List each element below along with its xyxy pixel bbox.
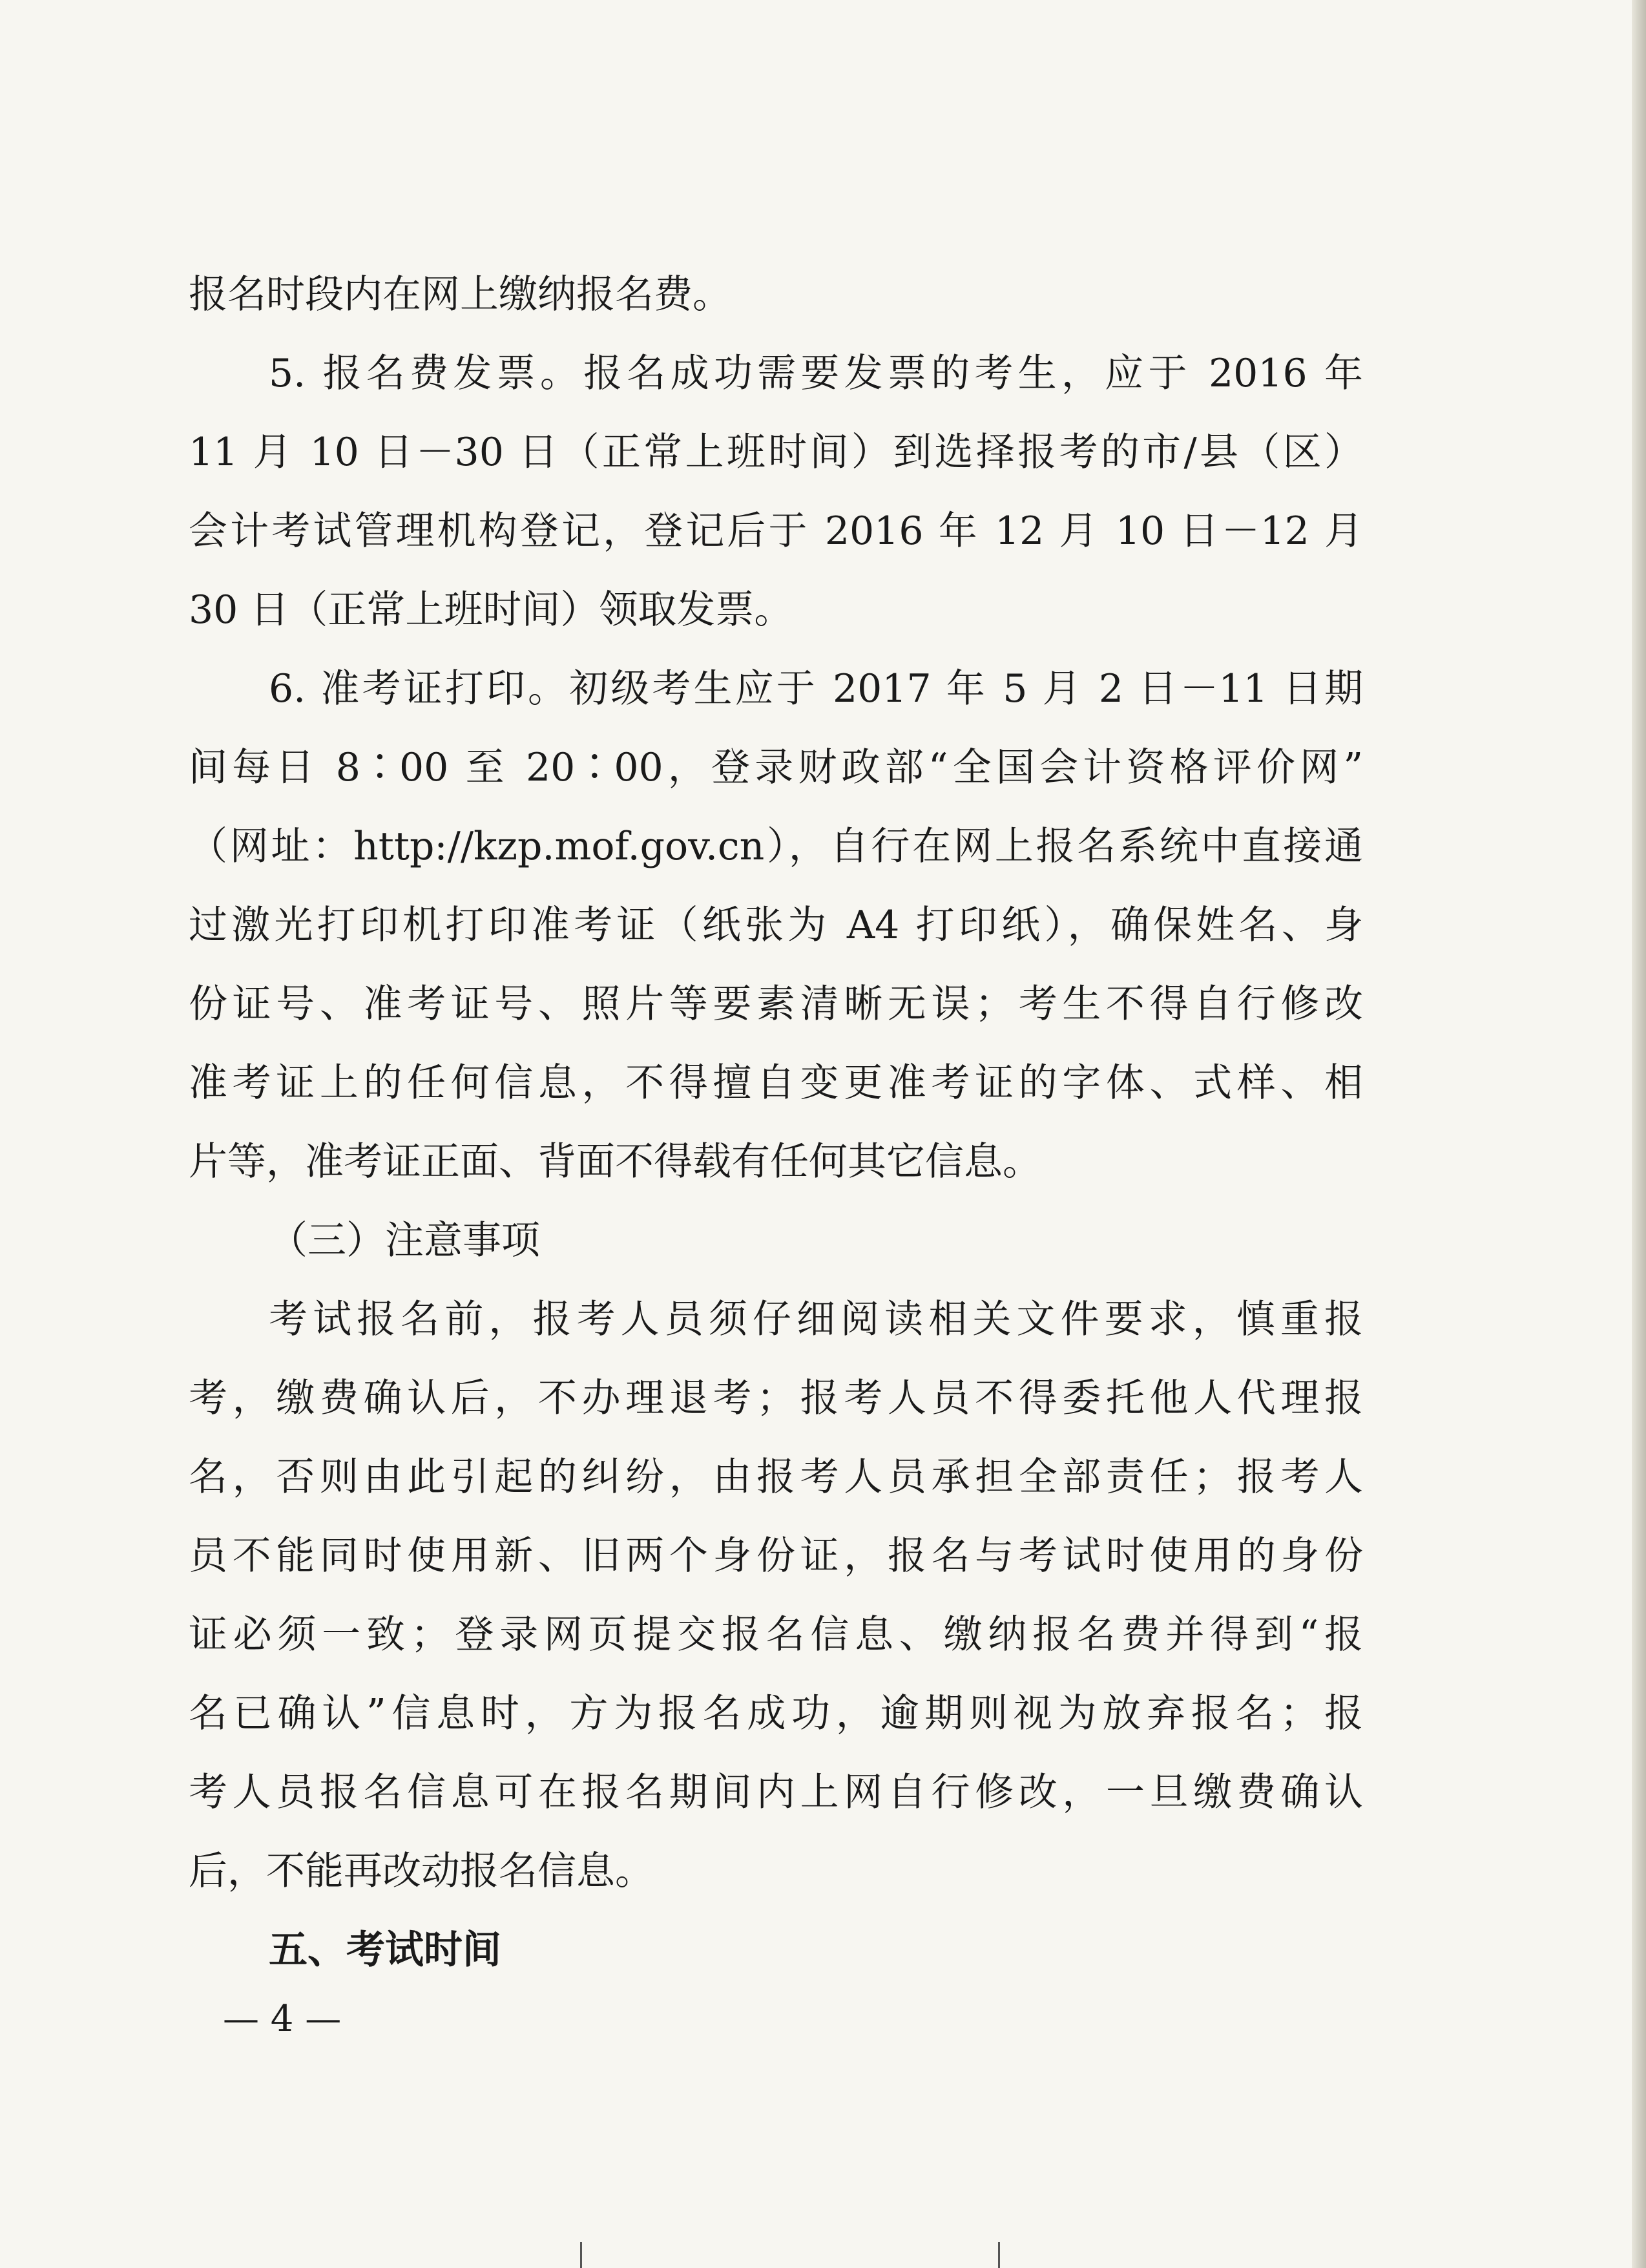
page-number: — 4 —	[223, 1998, 342, 2040]
text-line: 11 月 10 日－30 日（正常上班时间）到选择报考的市/县（区）	[189, 430, 1363, 475]
text-line: 过激光打印机打印准考证（纸张为 A4 打印纸），确保姓名、身	[189, 903, 1363, 948]
scan-mark-right	[998, 2242, 1000, 2268]
text-line: （网址：http://kzp.mof.gov.cn），自行在网上报名系统中直接通	[189, 824, 1363, 869]
document-body	[189, 255, 1363, 1990]
text-line: 考人员报名信息可在报名期间内上网自行修改，一旦缴费确认	[189, 1770, 1363, 1815]
text-line: 6. 准考证打印。初级考生应于 2017 年 5 月 2 日－11 日期	[269, 666, 1363, 711]
text-line: 考试报名前，报考人员须仔细阅读相关文件要求，慎重报	[269, 1297, 1363, 1342]
text-line: 证必须一致；登录网页提交报名信息、缴纳报名费并得到“报	[189, 1612, 1363, 1657]
text-line: 后，不能再改动报名信息。	[189, 1849, 654, 1894]
section-heading: 五、考试时间	[269, 1927, 501, 1973]
section-subheading: （三）注意事项	[269, 1218, 540, 1263]
scan-edge	[1632, 0, 1646, 2268]
scan-mark-left	[580, 2242, 582, 2268]
text-line: 报名时段内在网上缴纳报名费。	[189, 272, 731, 317]
text-line: 片等，准考证正面、背面不得载有任何其它信息。	[189, 1139, 1041, 1184]
text-line: 名已确认”信息时，方为报名成功，逾期则视为放弃报名；报	[189, 1691, 1363, 1736]
text-line: 考，缴费确认后，不办理退考；报考人员不得委托他人代理报	[189, 1376, 1363, 1421]
text-line: 份证号、准考证号、照片等要素清晰无误；考生不得自行修改	[189, 982, 1363, 1027]
text-line: 会计考试管理机构登记，登记后于 2016 年 12 月 10 日－12 月	[189, 509, 1363, 554]
text-line: 准考证上的任何信息，不得擅自变更准考证的字体、式样、相	[189, 1060, 1363, 1106]
text-line: 30 日（正常上班时间）领取发票。	[189, 587, 793, 633]
text-line: 间每日 8∶00 至 20∶00，登录财政部“全国会计资格评价网”	[189, 745, 1363, 790]
text-line: 名，否则由此引起的纠纷，由报考人员承担全部责任；报考人	[189, 1454, 1363, 1500]
text-line: 5. 报名费发票。报名成功需要发票的考生，应于 2016 年	[269, 351, 1363, 396]
text-line: 员不能同时使用新、旧两个身份证，报名与考试时使用的身份	[189, 1533, 1363, 1579]
